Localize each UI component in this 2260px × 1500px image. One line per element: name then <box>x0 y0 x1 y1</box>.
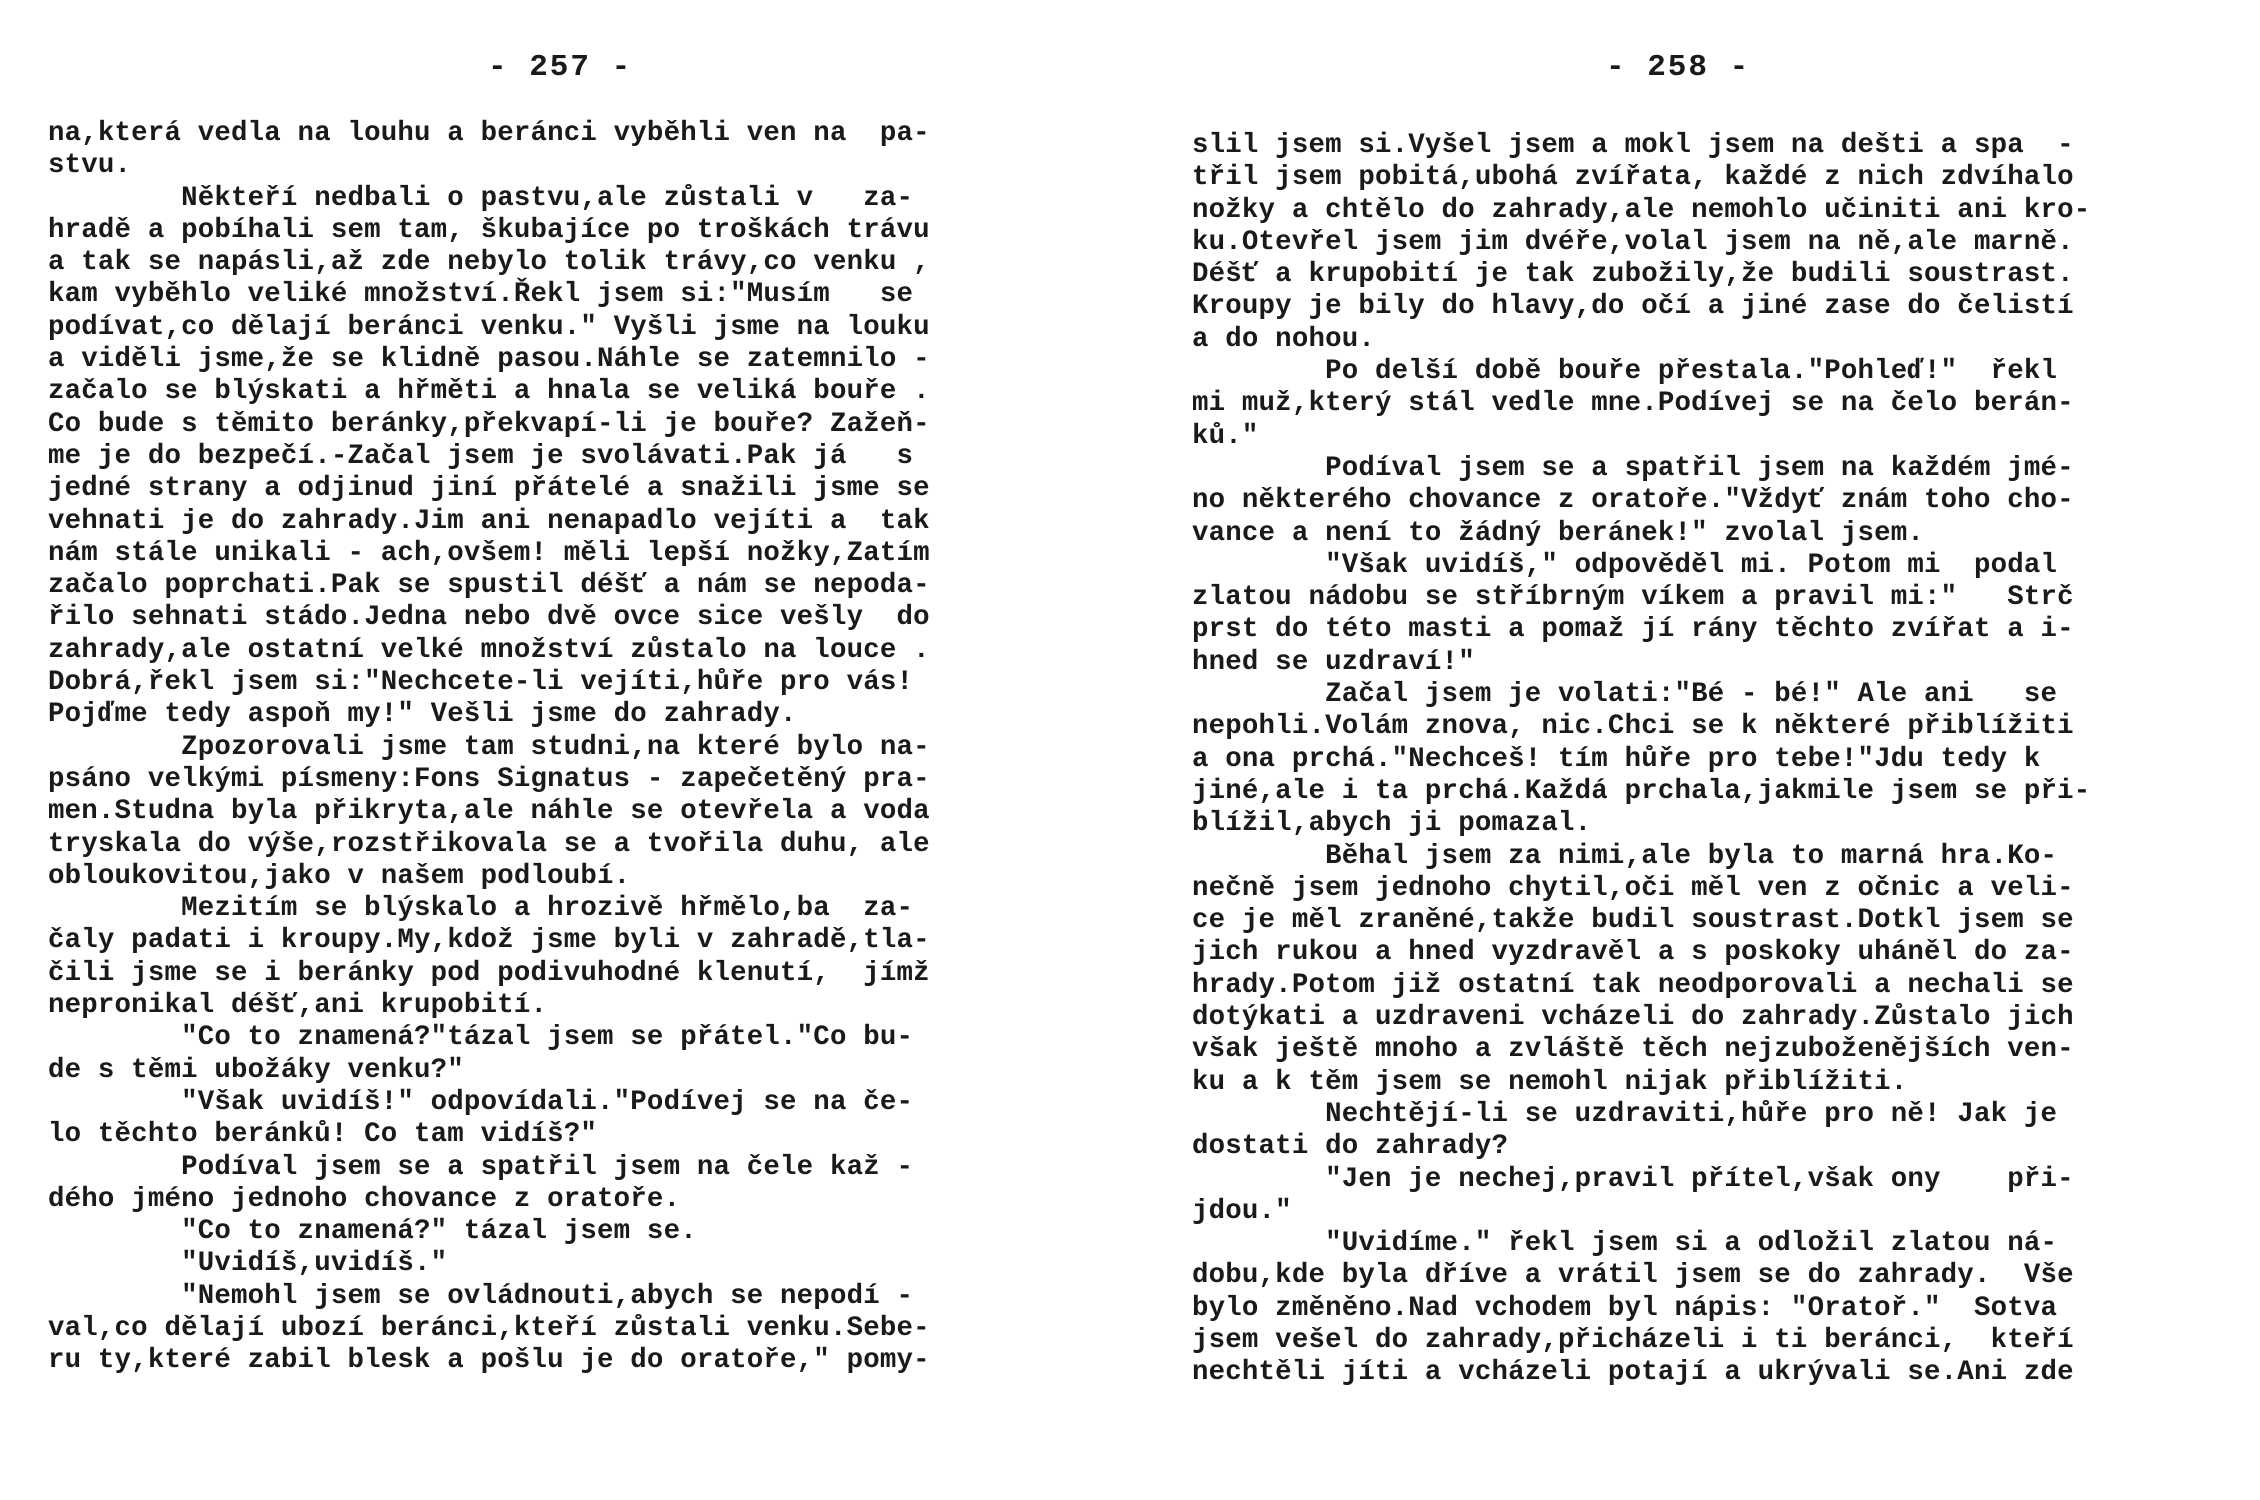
text-line: nepronikal déšť,ani krupobití. <box>48 990 548 1022</box>
text-line: "Uvidíš,uvidíš." <box>48 1248 448 1280</box>
text-line: třil jsem pobitá,ubohá zvířata, každé z nich zdvíhalo <box>1192 162 2074 194</box>
text-line: však ještě mnoho a zvláště těch nejzuboženějších ven- <box>1192 1034 2074 1066</box>
text-line: blížil,abych ji pomazal. <box>1192 808 1592 840</box>
text-line: jsem vešel do zahrady,přicházeli i ti beránci, kteří <box>1192 1324 2074 1356</box>
text-line: ru ty,které zabil blesk a pošlu je do oratoře," pomy- <box>48 1345 930 1377</box>
text-line: a do nohou. <box>1192 323 1376 355</box>
text-line: řilo sehnati stádo.Jedna nebo dvě ovce sice vešly do <box>48 602 930 634</box>
page-number: - 258 - <box>1606 50 1751 85</box>
text-line: nechtěli jíti a vcházeli potají a ukrývali se.Ani zde <box>1192 1357 2074 1389</box>
text-line: stvu. <box>48 150 132 182</box>
text-line: de s těmi ubožáky venku?" <box>48 1054 464 1086</box>
text-line: "Co to znamená?"tázal jsem se přátel."Co bu- <box>48 1022 914 1054</box>
text-line: mi muž,který stál vedle mne.Podívej se na čelo berán- <box>1192 388 2074 420</box>
text-line: jich rukou a hned vyzdravěl a s poskoky uháněl do za- <box>1192 937 2074 969</box>
text-line: nám stále unikali - ach,ovšem! měli lepší nožky,Zatím <box>48 537 930 569</box>
text-line: ce je měl zraněné,takže budil soustrast.Dotkl jsem se <box>1192 905 2074 937</box>
text-line: me je do bezpečí.-Začal jsem je svolávati.Pak já s <box>48 440 914 472</box>
text-line: a ona prchá."Nechceš! tím hůře pro tebe!"Jdu tedy k <box>1192 743 2041 775</box>
text-line: začalo se blýskati a hřměti a hnala se veliká bouře . <box>48 376 930 408</box>
text-line: jedné strany a odjinud jiní přátelé a snažili jsme se <box>48 473 930 505</box>
text-line: "Uvidíme." řekl jsem si a odložil zlatou ná- <box>1192 1228 2058 1260</box>
text-line: jdou." <box>1192 1195 1292 1227</box>
text-line: Nechtějí-li se uzdraviti,hůře pro ně! Jak je <box>1192 1098 2058 1130</box>
text-line: Pojďme tedy aspoň my!" Vešli jsme do zahrady. <box>48 699 797 731</box>
text-line: začalo poprchati.Pak se spustil déšť a nám se nepoda- <box>48 570 930 602</box>
text-line: "Jen je nechej,pravil přítel,však ony při- <box>1192 1163 2074 1195</box>
text-line: Podíval jsem se a spatřil jsem na čele kaž - <box>48 1151 914 1183</box>
text-line: kam vyběhlo veliké množství.Řekl jsem si:"Musím se <box>48 279 914 311</box>
text-line: hradě a pobíhali sem tam, škubajíce po troškách trávu <box>48 214 930 246</box>
text-line: ků." <box>1192 420 1259 452</box>
text-line: jiné,ale i ta prchá.Každá prchala,jakmile jsem se při- <box>1192 775 2091 807</box>
text-line: na,která vedla na louhu a beránci vyběhli ven na pa- <box>48 118 930 149</box>
text-line: obloukovitou,jako v našem podloubí. <box>48 860 631 892</box>
text-line: Déšť a krupobití je tak zubožily,že budili soustrast. <box>1192 259 2074 291</box>
page-text <box>48 118 930 1378</box>
text-line: zlatou nádobu se stříbrným víkem a pravil mi:" Strč <box>1192 582 2074 614</box>
text-line: val,co dělají ubozí beránci,kteří zůstali venku.Sebe- <box>48 1312 930 1344</box>
text-line: dotýkati a uzdraveni vcházeli do zahrady.Zůstalo jich <box>1192 1002 2074 1034</box>
text-line: dého jméno jednoho chovance z oratoře. <box>48 1183 681 1215</box>
text-line: a tak se napásli,až zde nebylo tolik trávy,co venku , <box>48 247 930 279</box>
text-line: nečně jsem jednoho chytil,oči měl ven z očnic a veli- <box>1192 872 2074 904</box>
text-line: a viděli jsme,že se klidně pasou.Náhle se zatemnilo - <box>48 344 930 376</box>
text-line: dostati do zahrady? <box>1192 1131 1509 1163</box>
page-number: - 257 - <box>488 50 633 85</box>
text-line: dobu,kde byla dříve a vrátil jsem se do zahrady. Vše <box>1192 1260 2074 1292</box>
text-line: "Nemohl jsem se ovládnouti,abych se nepodí - <box>48 1280 914 1312</box>
text-line: Běhal jsem za nimi,ale byla to marná hra.Ko- <box>1192 840 2058 872</box>
text-line: Dobrá,řekl jsem si:"Nechcete-li vejíti,hůře pro vás! <box>48 667 914 699</box>
text-line: ku a k těm jsem se nemohl nijak přiblížiti. <box>1192 1066 1908 1098</box>
text-line: "Však uvidíš!" odpovídali."Podívej se na če- <box>48 1086 914 1118</box>
text-line: Někteří nedbali o pastvu,ale zůstali v za- <box>48 182 914 214</box>
text-line: "Co to znamená?" tázal jsem se. <box>48 1216 697 1248</box>
text-line: ku.Otevřel jsem jim dvéře,volal jsem na ně,ale marně. <box>1192 226 2074 258</box>
text-line: Zpozorovali jsme tam studni,na které bylo na- <box>48 731 930 763</box>
text-line: Co bude s těmito beránky,překvapí-li je bouře? Zažeň- <box>48 408 930 440</box>
page-text <box>1192 130 2090 1390</box>
text-line: tryskala do výše,rozstřikovala se a tvořila duhu, ale <box>48 828 930 860</box>
text-line: podívat,co dělají beránci venku." Vyšli jsme na louku <box>48 311 930 343</box>
right-page <box>1130 0 2260 1500</box>
text-line: nožky a chtělo do zahrady,ale nemohlo učiniti ani kro- <box>1192 194 2091 226</box>
text-line: hned se uzdraví!" <box>1192 646 1475 678</box>
text-line: nepohli.Volám znova, nic.Chci se k některé přiblížiti <box>1192 711 2074 743</box>
text-line: psáno velkými písmeny:Fons Signatus - zapečetěný pra- <box>48 763 930 795</box>
text-line: prst do této masti a pomaž jí rány těchto zvířat a i- <box>1192 614 2074 646</box>
text-line: Podíval jsem se a spatřil jsem na každém jmé- <box>1192 452 2074 484</box>
text-line: no některého chovance z oratoře."Vždyť znám toho cho- <box>1192 485 2074 517</box>
text-line: men.Studna byla přikryta,ale náhle se otevřela a voda <box>48 796 930 828</box>
text-line: Mezitím se blýskalo a hrozivě hřmělo,ba za- <box>48 893 914 925</box>
text-line: čaly padati i kroupy.My,kdož jsme byli v zahradě,tla- <box>48 925 930 957</box>
text-line: čili jsme se i beránky pod podivuhodné klenutí, jímž <box>48 957 930 989</box>
text-line: vehnati je do zahrady.Jim ani nenapadlo vejíti a tak <box>48 505 930 537</box>
text-line: lo těchto beránků! Co tam vidíš?" <box>48 1119 598 1151</box>
text-line: zahrady,ale ostatní velké množství zůstalo na louce . <box>48 634 930 666</box>
text-line: Začal jsem je volati:"Bé - bé!" Ale ani se <box>1192 679 2058 711</box>
text-line: bylo změněno.Nad vchodem byl nápis: "Oratoř." Sotva <box>1192 1292 2058 1324</box>
text-line: slil jsem si.Vyšel jsem a mokl jsem na dešti a spa - <box>1192 130 2074 161</box>
text-line: Kroupy je bily do hlavy,do očí a jiné zase do čelistí <box>1192 291 2074 323</box>
text-line: Po delší době bouře přestala."Pohleď!" řekl <box>1192 356 2058 388</box>
text-line: hrady.Potom již ostatní tak neodporovali a nechali se <box>1192 969 2074 1001</box>
text-line: vance a není to žádný beránek!" zvolal jsem. <box>1192 517 1925 549</box>
text-line: "Však uvidíš," odpověděl mi. Potom mi podal <box>1192 549 2058 581</box>
